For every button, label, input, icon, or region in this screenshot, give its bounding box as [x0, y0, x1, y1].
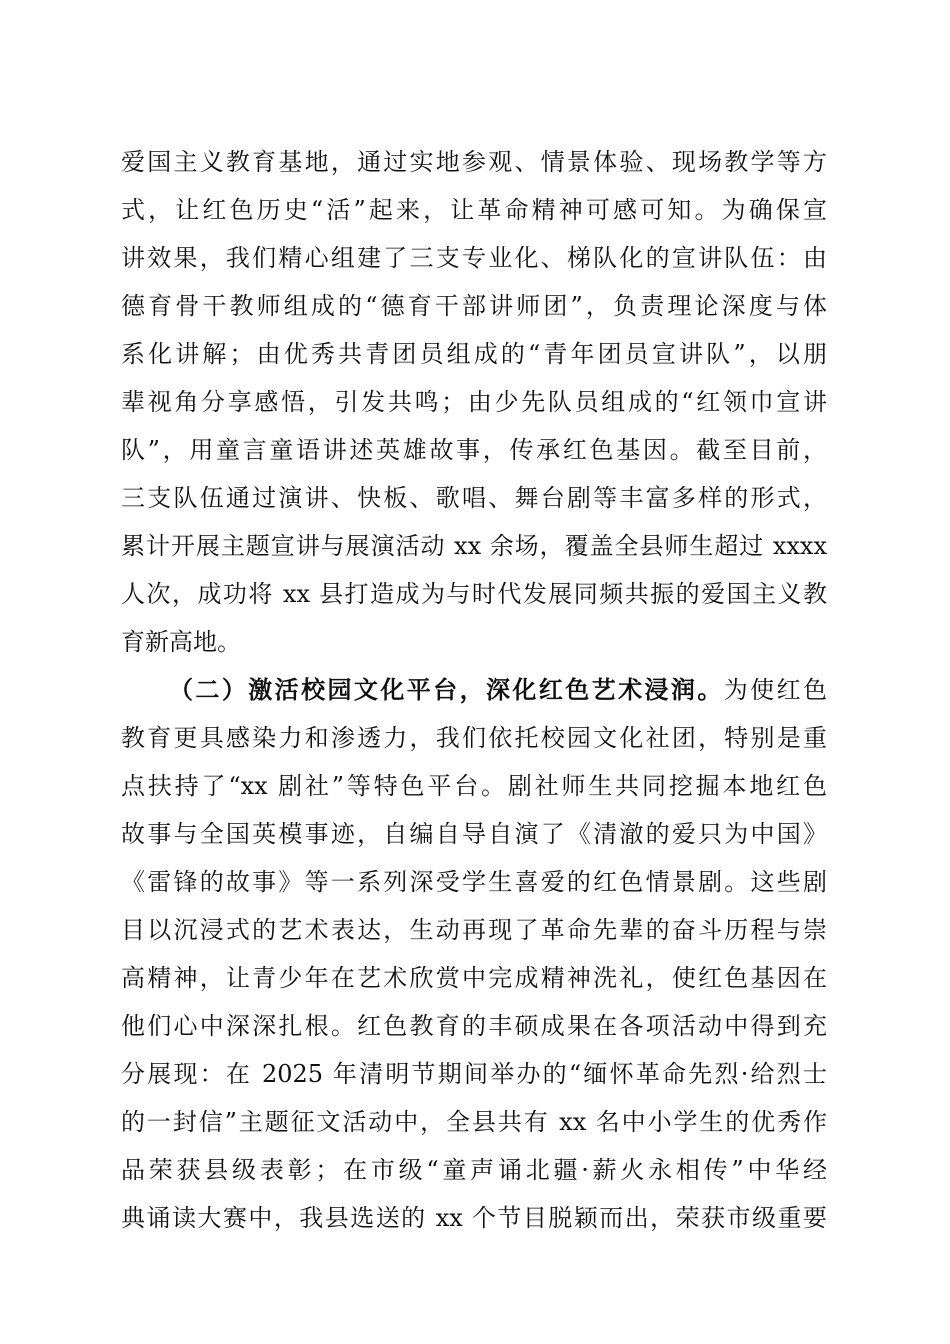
body-text [121, 138, 827, 1242]
paragraph-1-line: 式，让红色历史“活”起来，让革命精神可感可知。为确保宣 [121, 196, 827, 224]
paragraph-1-line: 育新高地。 [121, 628, 241, 656]
paragraph-2-line: 高精神，让青少年在艺术欣赏中完成精神洗礼，使红色基因在 [121, 964, 827, 992]
paragraph-1-line: 讲效果，我们精心组建了三支专业化、梯队化的宣讲队伍：由 [121, 244, 827, 272]
paragraph-2-line: 点扶持了“xx 剧社”等特色平台。剧社师生共同挖掘本地红色 [121, 772, 827, 800]
paragraph-1-line: 爱国主义教育基地，通过实地参观、情景体验、现场教学等方 [121, 148, 827, 176]
paragraph-2-first-line [121, 666, 827, 714]
paragraph-1-line: 辈视角分享感悟，引发共鸣；由少先队员组成的“红领巾宣讲 [121, 388, 827, 416]
paragraph-2-line: 故事与全国英模事迹，自编自导自演了《清澈的爱只为中国》 [121, 820, 827, 848]
paragraph-1-line: 系化讲解；由优秀共青团员组成的“青年团员宣讲队”，以朋 [121, 340, 827, 368]
paragraph-2-line: 的一封信”主题征文活动中，全县共有 xx 名中小学生的优秀作 [121, 1108, 827, 1136]
paragraph-2-line: 分展现：在 2025 年清明节期间举办的“缅怀革命先烈·给烈士 [121, 1060, 827, 1088]
paragraph-1-line: 三支队伍通过演讲、快板、歌唱、舞台剧等丰富多样的形式， [121, 484, 827, 512]
paragraph-1-line: 德育骨干教师组成的“德育干部讲师团”，负责理论深度与体 [121, 292, 827, 320]
paragraph-2-line: 《雷锋的故事》等一系列深受学生喜爱的红色情景剧。这些剧 [121, 868, 827, 896]
paragraph-2-line: 品荣获县级表彰；在市级“童声诵北疆·薪火永相传”中华经 [121, 1156, 827, 1184]
paragraph-1-line: 累计开展主题宣讲与展演活动 xx 余场，覆盖全县师生超过 xxxx [121, 532, 827, 560]
paragraph-2-line: 教育更具感染力和渗透力，我们依托校园文化社团，特别是重 [121, 724, 827, 752]
paragraph-2-line: 目以沉浸式的艺术表达，生动再现了革命先辈的奋斗历程与崇 [121, 916, 827, 944]
paragraph-2-line: 典诵读大赛中，我县选送的 xx 个节目脱颖而出，荣获市级重要 [121, 1204, 827, 1232]
paragraph-1-line: 人次，成功将 xx 县打造成为与时代发展同频共振的爱国主义教 [121, 580, 827, 608]
section-heading: （二）激活校园文化平台，深化红色艺术浸润。 [169, 675, 724, 704]
paragraph-2-line: 他们心中深深扎根。红色教育的丰硕成果在各项活动中得到充 [121, 1012, 827, 1040]
paragraph-2-first-line-rest: 为使红色 [723, 676, 827, 704]
paragraph-1-line: 队”，用童言童语讲述英雄故事，传承红色基因。截至目前， [121, 436, 827, 464]
